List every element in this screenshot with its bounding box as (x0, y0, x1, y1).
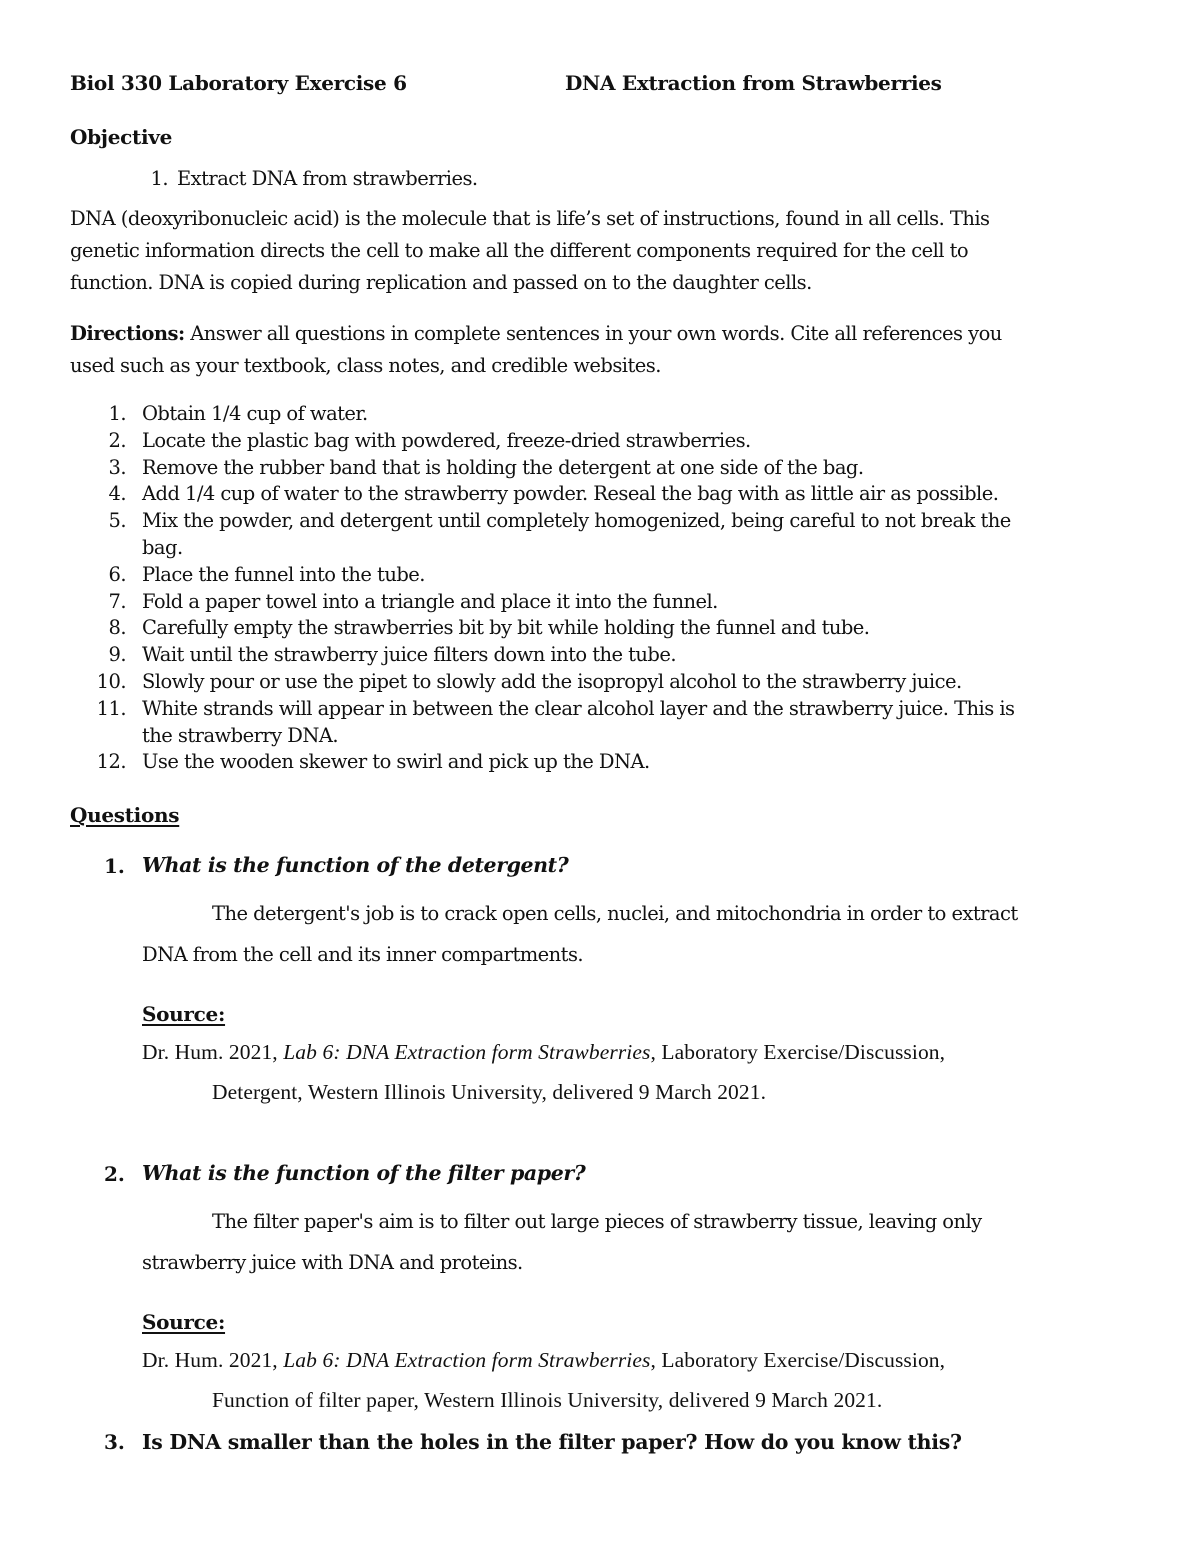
intro-line: DNA (deoxyribonucleic acid) is the molecule that is life’s set of instructions, found in all cells. This (70, 207, 990, 230)
question-1-number: 1. (104, 854, 125, 878)
answer-1-line-2: DNA from the cell and its inner compartments. (142, 943, 584, 966)
header-course-title: Biol 330 Laboratory Exercise 6 (70, 71, 407, 95)
citation-author: Dr. Hum. 2021, (142, 1040, 284, 1064)
step-text: Use the wooden skewer to swirl and pick up the DNA. (142, 750, 650, 774)
source-1-citation-line-1 (142, 1040, 945, 1065)
step-text: Add 1/4 cup of water to the strawberry powder. Reseal the bag with as little air as possible. (142, 482, 999, 506)
source-2-label: Source: (142, 1310, 226, 1334)
citation-type: , Laboratory Exercise/Discussion, (650, 1040, 946, 1064)
step-number: 9. (108, 643, 126, 667)
answer-2-line-1: The filter paper's aim is to filter out large pieces of strawberry tissue, leaving only (212, 1210, 982, 1233)
source-1-label: Source: (142, 1002, 226, 1026)
step-text: White strands will appear in between the clear alcohol layer and the strawberry juice. This is (142, 696, 1015, 720)
step-number: 7. (108, 589, 126, 613)
step-text: Wait until the strawberry juice filters down into the tube. (142, 643, 677, 667)
header-lab-title: DNA Extraction from Strawberries (565, 71, 942, 95)
directions-label: Directions: (70, 322, 185, 345)
step-number: 11. (96, 696, 126, 720)
step-number: 2. (108, 428, 126, 452)
step-text: Obtain 1/4 cup of water. (142, 402, 368, 425)
step-text: Carefully empty the strawberries bit by bit while holding the funnel and tube. (142, 616, 870, 640)
step-text: Mix the powder, and detergent until completely homogenized, being careful to not break the (142, 509, 1011, 533)
directions-line-1 (70, 318, 1002, 350)
question-3-number: 3. (104, 1430, 125, 1454)
citation-title: Lab 6: DNA Extraction form Strawberries (283, 1348, 651, 1372)
directions-line-2: used such as your textbook, class notes, and credible websites. (70, 354, 661, 377)
directions-paragraph (70, 318, 1002, 382)
step-text: bag. (142, 535, 183, 559)
citation-title: Lab 6: DNA Extraction form Strawberries (283, 1040, 651, 1064)
step-number: 4. (108, 482, 126, 506)
citation-author: Dr. Hum. 2021, (142, 1348, 284, 1372)
intro-paragraph (70, 203, 990, 299)
question-1-text: What is the function of the detergent? (142, 853, 569, 877)
question-3-text: Is DNA smaller than the holes in the filter paper? How do you know this? (142, 1430, 962, 1454)
intro-line: function. DNA is copied during replication and passed on to the daughter cells. (70, 271, 812, 294)
citation-type: , Laboratory Exercise/Discussion, (650, 1348, 946, 1372)
question-2-text: What is the function of the filter paper? (142, 1161, 586, 1185)
step-text: Place the funnel into the tube. (142, 562, 425, 586)
step-number: 12. (96, 750, 126, 774)
answer-2-line-2: strawberry juice with DNA and proteins. (142, 1251, 523, 1274)
source-1-citation-line-2: Detergent, Western Illinois University, delivered 9 March 2021. (212, 1080, 767, 1104)
step-number: 1. (108, 402, 126, 425)
step-text: Remove the rubber band that is holding the detergent at one side of the bag. (142, 455, 864, 479)
step-number: 10. (96, 669, 126, 693)
objective-item-number: 1. (150, 167, 168, 190)
step-number: 8. (108, 616, 126, 640)
source-2-citation-line-2: Function of filter paper, Western Illinois University, delivered 9 March 2021. (212, 1388, 883, 1412)
step-text: the strawberry DNA. (142, 723, 339, 747)
question-2-number: 2. (104, 1162, 125, 1186)
source-2-citation-line-1 (142, 1348, 945, 1373)
directions-text: Answer all questions in complete sentences in your own words. Cite all references you (184, 322, 1002, 345)
step-number: 6. (108, 562, 126, 586)
step-text: Locate the plastic bag with powdered, freeze-dried strawberries. (142, 428, 751, 452)
step-number: 3. (108, 455, 126, 479)
answer-1-line-1: The detergent's job is to crack open cells, nuclei, and mitochondria in order to extract (212, 902, 1018, 925)
questions-heading: Questions (70, 803, 180, 827)
step-number: 5. (108, 509, 126, 533)
intro-line: genetic information directs the cell to make all the different components required for the cell to (70, 239, 969, 262)
objective-item-text: Extract DNA from strawberries. (177, 167, 478, 190)
step-text: Slowly pour or use the pipet to slowly add the isopropyl alcohol to the strawberry juice. (142, 669, 962, 693)
objective-heading: Objective (70, 125, 173, 149)
step-text: Fold a paper towel into a triangle and place it into the funnel. (142, 589, 718, 613)
